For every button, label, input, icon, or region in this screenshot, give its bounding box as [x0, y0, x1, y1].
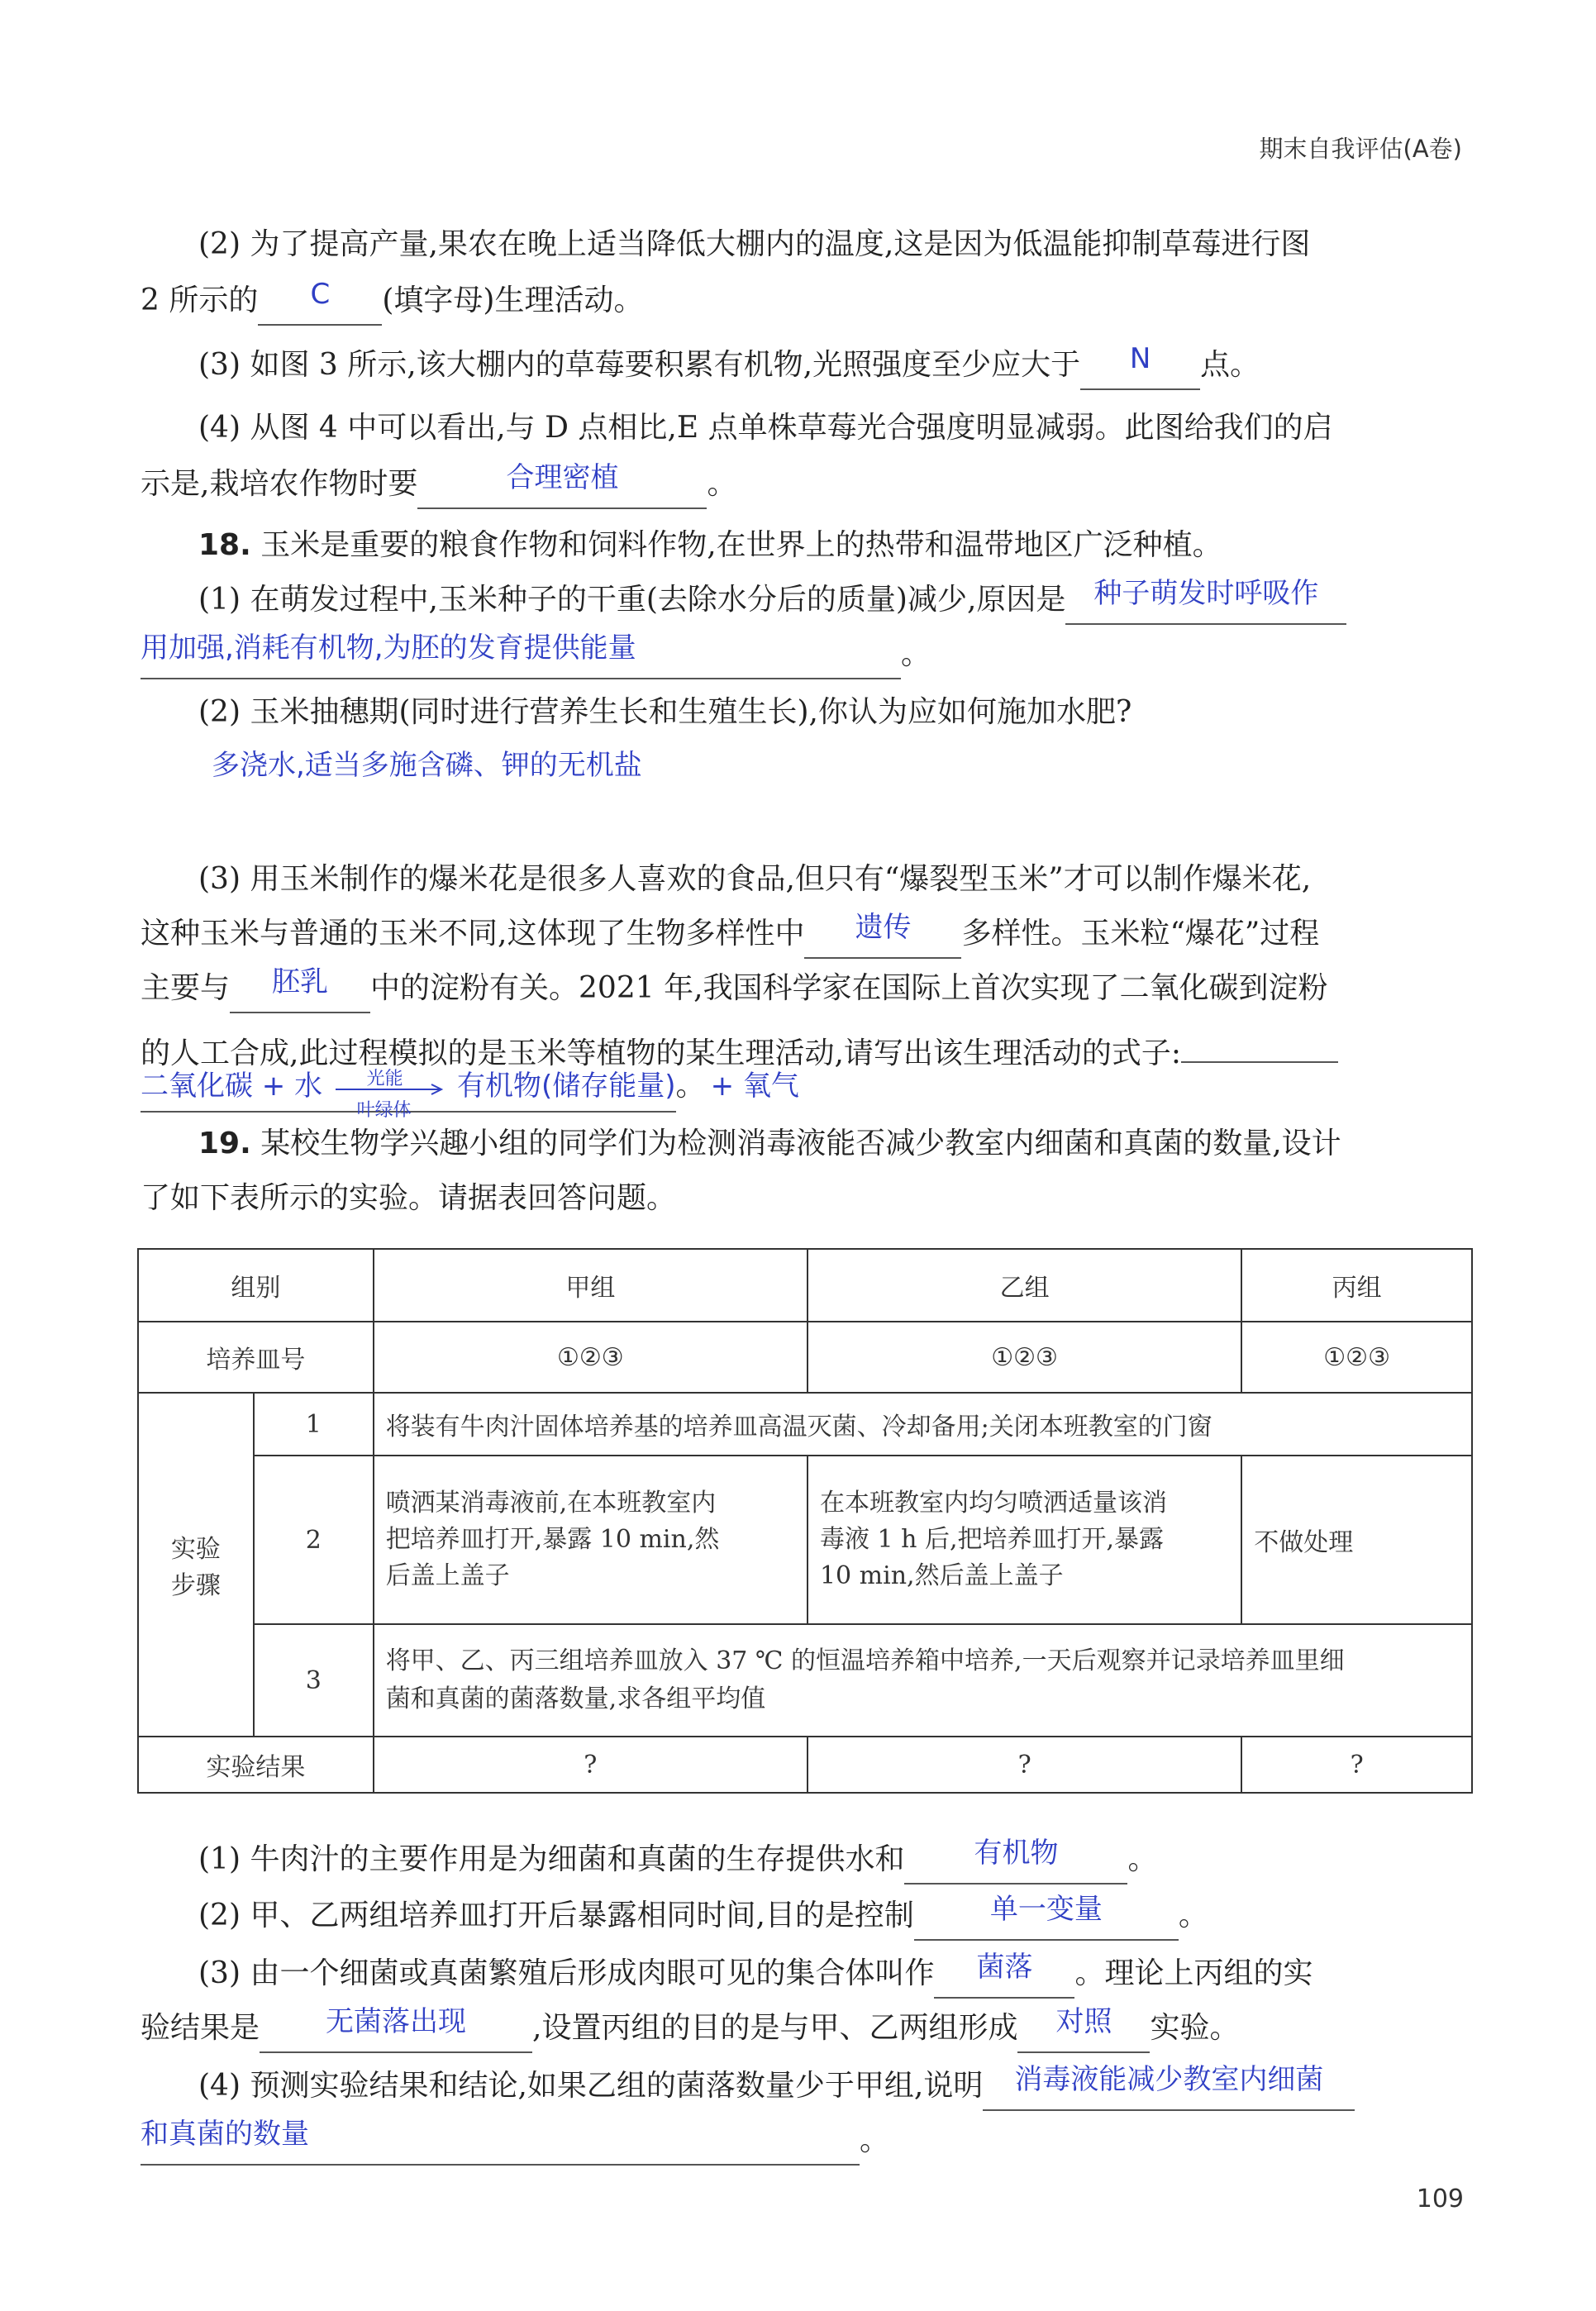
- q18-stem: [198, 526, 1222, 565]
- q17-part3: [198, 342, 1260, 390]
- step-3-number: 3: [254, 1624, 374, 1737]
- q19-part3-line2-prefix: 验结果是: [141, 2011, 260, 2045]
- dish-label: 培养皿号: [138, 1322, 374, 1393]
- step-2-yi-line: 10 min,然后盖上盖子: [819, 1561, 1064, 1590]
- q19-part3-suffix: 。理论上丙组的实: [1074, 1956, 1313, 1990]
- result-yi: ?: [808, 1737, 1241, 1793]
- equation-oxygen: + 氧气: [710, 1070, 799, 1103]
- q18-part3-line1: (3) 用玉米制作的爆米花是很多人喜欢的食品,但只有“爆裂型玉米”才可以制作爆米花,: [198, 862, 1312, 896]
- q18-part3-line3-prefix: 主要与: [141, 971, 231, 1005]
- q18-part3-line4-text: 的人工合成,此过程模拟的是玉米等植物的某生理活动,请写出该生理活动的式子:: [141, 1036, 1182, 1070]
- q19-part1-answer: 有机物: [904, 1845, 1127, 1885]
- q17-part4-line2: [141, 461, 737, 509]
- q18-part3-line2: [141, 911, 1320, 959]
- equation-products: 有机物(储存能量): [457, 1070, 676, 1103]
- q18-part1-line1: [198, 577, 1346, 625]
- table-row: [138, 1737, 1472, 1793]
- step-1-number: 1: [254, 1393, 374, 1456]
- q19-part3-answer-control: 对照: [1017, 2013, 1150, 2053]
- q19-part2-suffix: 。: [1178, 1899, 1208, 1932]
- step-2-yi: [808, 1456, 1241, 1624]
- q19-part3-line2-suffix: 实验。: [1150, 2011, 1240, 2045]
- q18-part3-answer-endosperm: 胚乳: [230, 974, 370, 1013]
- step-3-line: 菌和真菌的菌落数量,求各组平均值: [385, 1684, 766, 1713]
- q19-part4-answer-b: 和真菌的数量: [141, 2126, 860, 2166]
- step-2-bing: 不做处理: [1241, 1456, 1472, 1624]
- experiment-table: [137, 1248, 1473, 1794]
- q19-part3-line2: [141, 2005, 1240, 2053]
- q19-part4-suffix: 。: [860, 2123, 890, 2157]
- q17-part2-suffix: (填字母)生理活动。: [382, 284, 644, 317]
- q18-equation-line: [141, 1066, 799, 1124]
- page-number: 109: [1416, 2185, 1464, 2213]
- q18-part1-prefix: (1) 在萌发过程中,玉米种子的干重(去除水分后的质量)减少,原因是: [198, 583, 1066, 617]
- q19-part4-answer-a: 消毒液能减少教室内细菌: [983, 2071, 1355, 2111]
- q18-part3-suffix: 多样性。玉米粒“爆花”过程: [961, 917, 1320, 951]
- q19-part2-answer: 单一变量: [914, 1901, 1179, 1941]
- step-2-jia-line: 后盖上盖子: [385, 1561, 510, 1590]
- step-2-number: 2: [254, 1456, 374, 1624]
- q18-number: 18.: [198, 528, 251, 562]
- q19-stem-line1: [198, 1124, 1341, 1164]
- q18-part3-blank: [1181, 1023, 1338, 1063]
- dish-jia: ①②③: [374, 1322, 808, 1393]
- q19-stem-text: 某校生物学兴趣小组的同学们为检测消毒液能否减少教室内细菌和真菌的数量,设计: [260, 1127, 1341, 1160]
- q17-part4-suffix: 。: [707, 467, 737, 501]
- equation-condition-light: 光能: [366, 1069, 403, 1089]
- q18-part2: (2) 玉米抽穗期(同时进行营养生长和生殖生长),你认为应如何施加水肥?: [198, 695, 1132, 729]
- table-header-group: 组别: [138, 1249, 374, 1322]
- q19-part4-line1: [198, 2063, 1355, 2111]
- q18-part3-line3-suffix: 中的淀粉有关。2021 年,我国科学家在国际上首次实现了二氧化碳到淀粉: [370, 971, 1328, 1005]
- table-header-yi: 乙组: [808, 1249, 1241, 1322]
- q17-part4-prefix: 示是,栽培农作物时要: [141, 467, 418, 501]
- dish-yi: ①②③: [808, 1322, 1241, 1393]
- table-row: [138, 1322, 1472, 1393]
- q19-part1-prefix: (1) 牛肉汁的主要作用是为细菌和真菌的生存提供水和: [198, 1842, 905, 1876]
- step-3-line: 将甲、乙、丙三组培养皿放入 37 ℃ 的恒温培养箱中培养,一天后观察并记录培养皿里细: [385, 1646, 1345, 1675]
- step-2-jia-line: 把培养皿打开,暴露 10 min,然: [385, 1525, 720, 1554]
- q19-stem-line2: 了如下表所示的实验。请据表回答问题。: [141, 1181, 677, 1215]
- q17-part4-line1: (4) 从图 4 中可以看出,与 D 点相比,E 点单株草莓光合强度明显减弱。此图给我们的启: [198, 411, 1333, 445]
- q19-part3-line2-mid: ,设置丙组的目的是与甲、乙两组形成: [532, 2011, 1018, 2045]
- q18-part3-line3: [141, 965, 1328, 1013]
- step-1-text: 将装有牛肉汁固体培养基的培养皿高温灭菌、冷却备用;关闭本班教室的门窗: [374, 1393, 1472, 1456]
- q17-part2-prefix: 2 所示的: [141, 284, 259, 317]
- q18-part1-suffix: 。: [901, 637, 931, 671]
- dish-bing: ①②③: [1241, 1322, 1472, 1393]
- q18-part3-prefix: 这种玉米与普通的玉米不同,这体现了生物多样性中: [141, 917, 805, 951]
- table-row: [138, 1456, 1472, 1624]
- step-2-jia-line: 喷洒某消毒液前,在本班教室内: [385, 1489, 717, 1518]
- q18-part1-line2: [141, 631, 931, 679]
- table-header-bing: 丙组: [1241, 1249, 1472, 1322]
- equation-reactants: 二氧化碳 + 水: [141, 1070, 323, 1103]
- q17-part2-line1: (2) 为了提高产量,果农在晚上适当降低大棚内的温度,这是因为低温能抑制草莓进行图: [198, 227, 1311, 261]
- q19-part2: [198, 1893, 1208, 1941]
- result-bing: ?: [1241, 1737, 1472, 1793]
- q17-part4-answer: 合理密植: [417, 469, 707, 509]
- q19-part3-answer-none: 无菌落出现: [260, 2013, 532, 2053]
- page-header: 期末自我评估(A卷): [1259, 135, 1462, 163]
- q18-stem-text: 玉米是重要的粮食作物和饲料作物,在世界上的热带和温带地区广泛种植。: [260, 528, 1222, 562]
- step-3-text: [374, 1624, 1472, 1737]
- equation-period: 。: [675, 1069, 706, 1103]
- q19-number: 19.: [198, 1127, 251, 1160]
- q17-part3-suffix: 点。: [1200, 348, 1260, 382]
- step-2-yi-line: 毒液 1 h 后,把培养皿打开,暴露: [819, 1525, 1165, 1554]
- q19-part3-line1: [198, 1951, 1313, 1999]
- q17-part3-answer: N: [1080, 350, 1200, 390]
- table-row: [138, 1393, 1472, 1456]
- steps-label: [138, 1393, 254, 1737]
- q19-part2-prefix: (2) 甲、乙两组培养皿打开后暴露相同时间,目的是控制: [198, 1899, 914, 1932]
- q19-part3-prefix: (3) 由一个细菌或真菌繁殖后形成肉眼可见的集合体叫作: [198, 1956, 935, 1990]
- q19-part4-prefix: (4) 预测实验结果和结论,如果乙组的菌落数量少于甲组,说明: [198, 2069, 984, 2103]
- table-row: [138, 1249, 1472, 1322]
- step-2-yi-line: 在本班教室内均匀喷洒适量该消: [819, 1489, 1167, 1518]
- q17-part2-line2: [141, 278, 644, 326]
- q19-part4-line2: [141, 2118, 890, 2166]
- equation-arrow: [332, 1068, 448, 1121]
- q19-part1: [198, 1837, 1158, 1885]
- q19-part3-answer-colony: 菌落: [934, 1959, 1074, 1999]
- equation-condition-chloroplast: 叶绿体: [356, 1100, 412, 1121]
- result-jia: ?: [374, 1737, 808, 1793]
- steps-label-b: 步骤: [170, 1571, 221, 1600]
- q19-part1-suffix: 。: [1127, 1842, 1158, 1876]
- q18-part3-answer-genetic: 遗传: [804, 919, 961, 959]
- table-header-jia: 甲组: [374, 1249, 808, 1322]
- q17-part2-answer: C: [258, 286, 382, 326]
- q18-part1-answer-a: 种子萌发时呼吸作: [1065, 585, 1346, 625]
- result-label: 实验结果: [138, 1737, 374, 1793]
- table-row: [138, 1624, 1472, 1737]
- step-2-jia: [374, 1456, 808, 1624]
- steps-label-a: 实验: [170, 1535, 221, 1564]
- q17-part3-prefix: (3) 如图 3 所示,该大棚内的草莓要积累有机物,光照强度至少应大于: [198, 348, 1081, 382]
- q18-part1-answer-b: 用加强,消耗有机物,为胚的发育提供能量: [141, 640, 901, 679]
- q18-equation: [141, 1066, 676, 1121]
- q18-part2-answer: 多浇水,适当多施含磷、钾的无机盐: [212, 749, 642, 782]
